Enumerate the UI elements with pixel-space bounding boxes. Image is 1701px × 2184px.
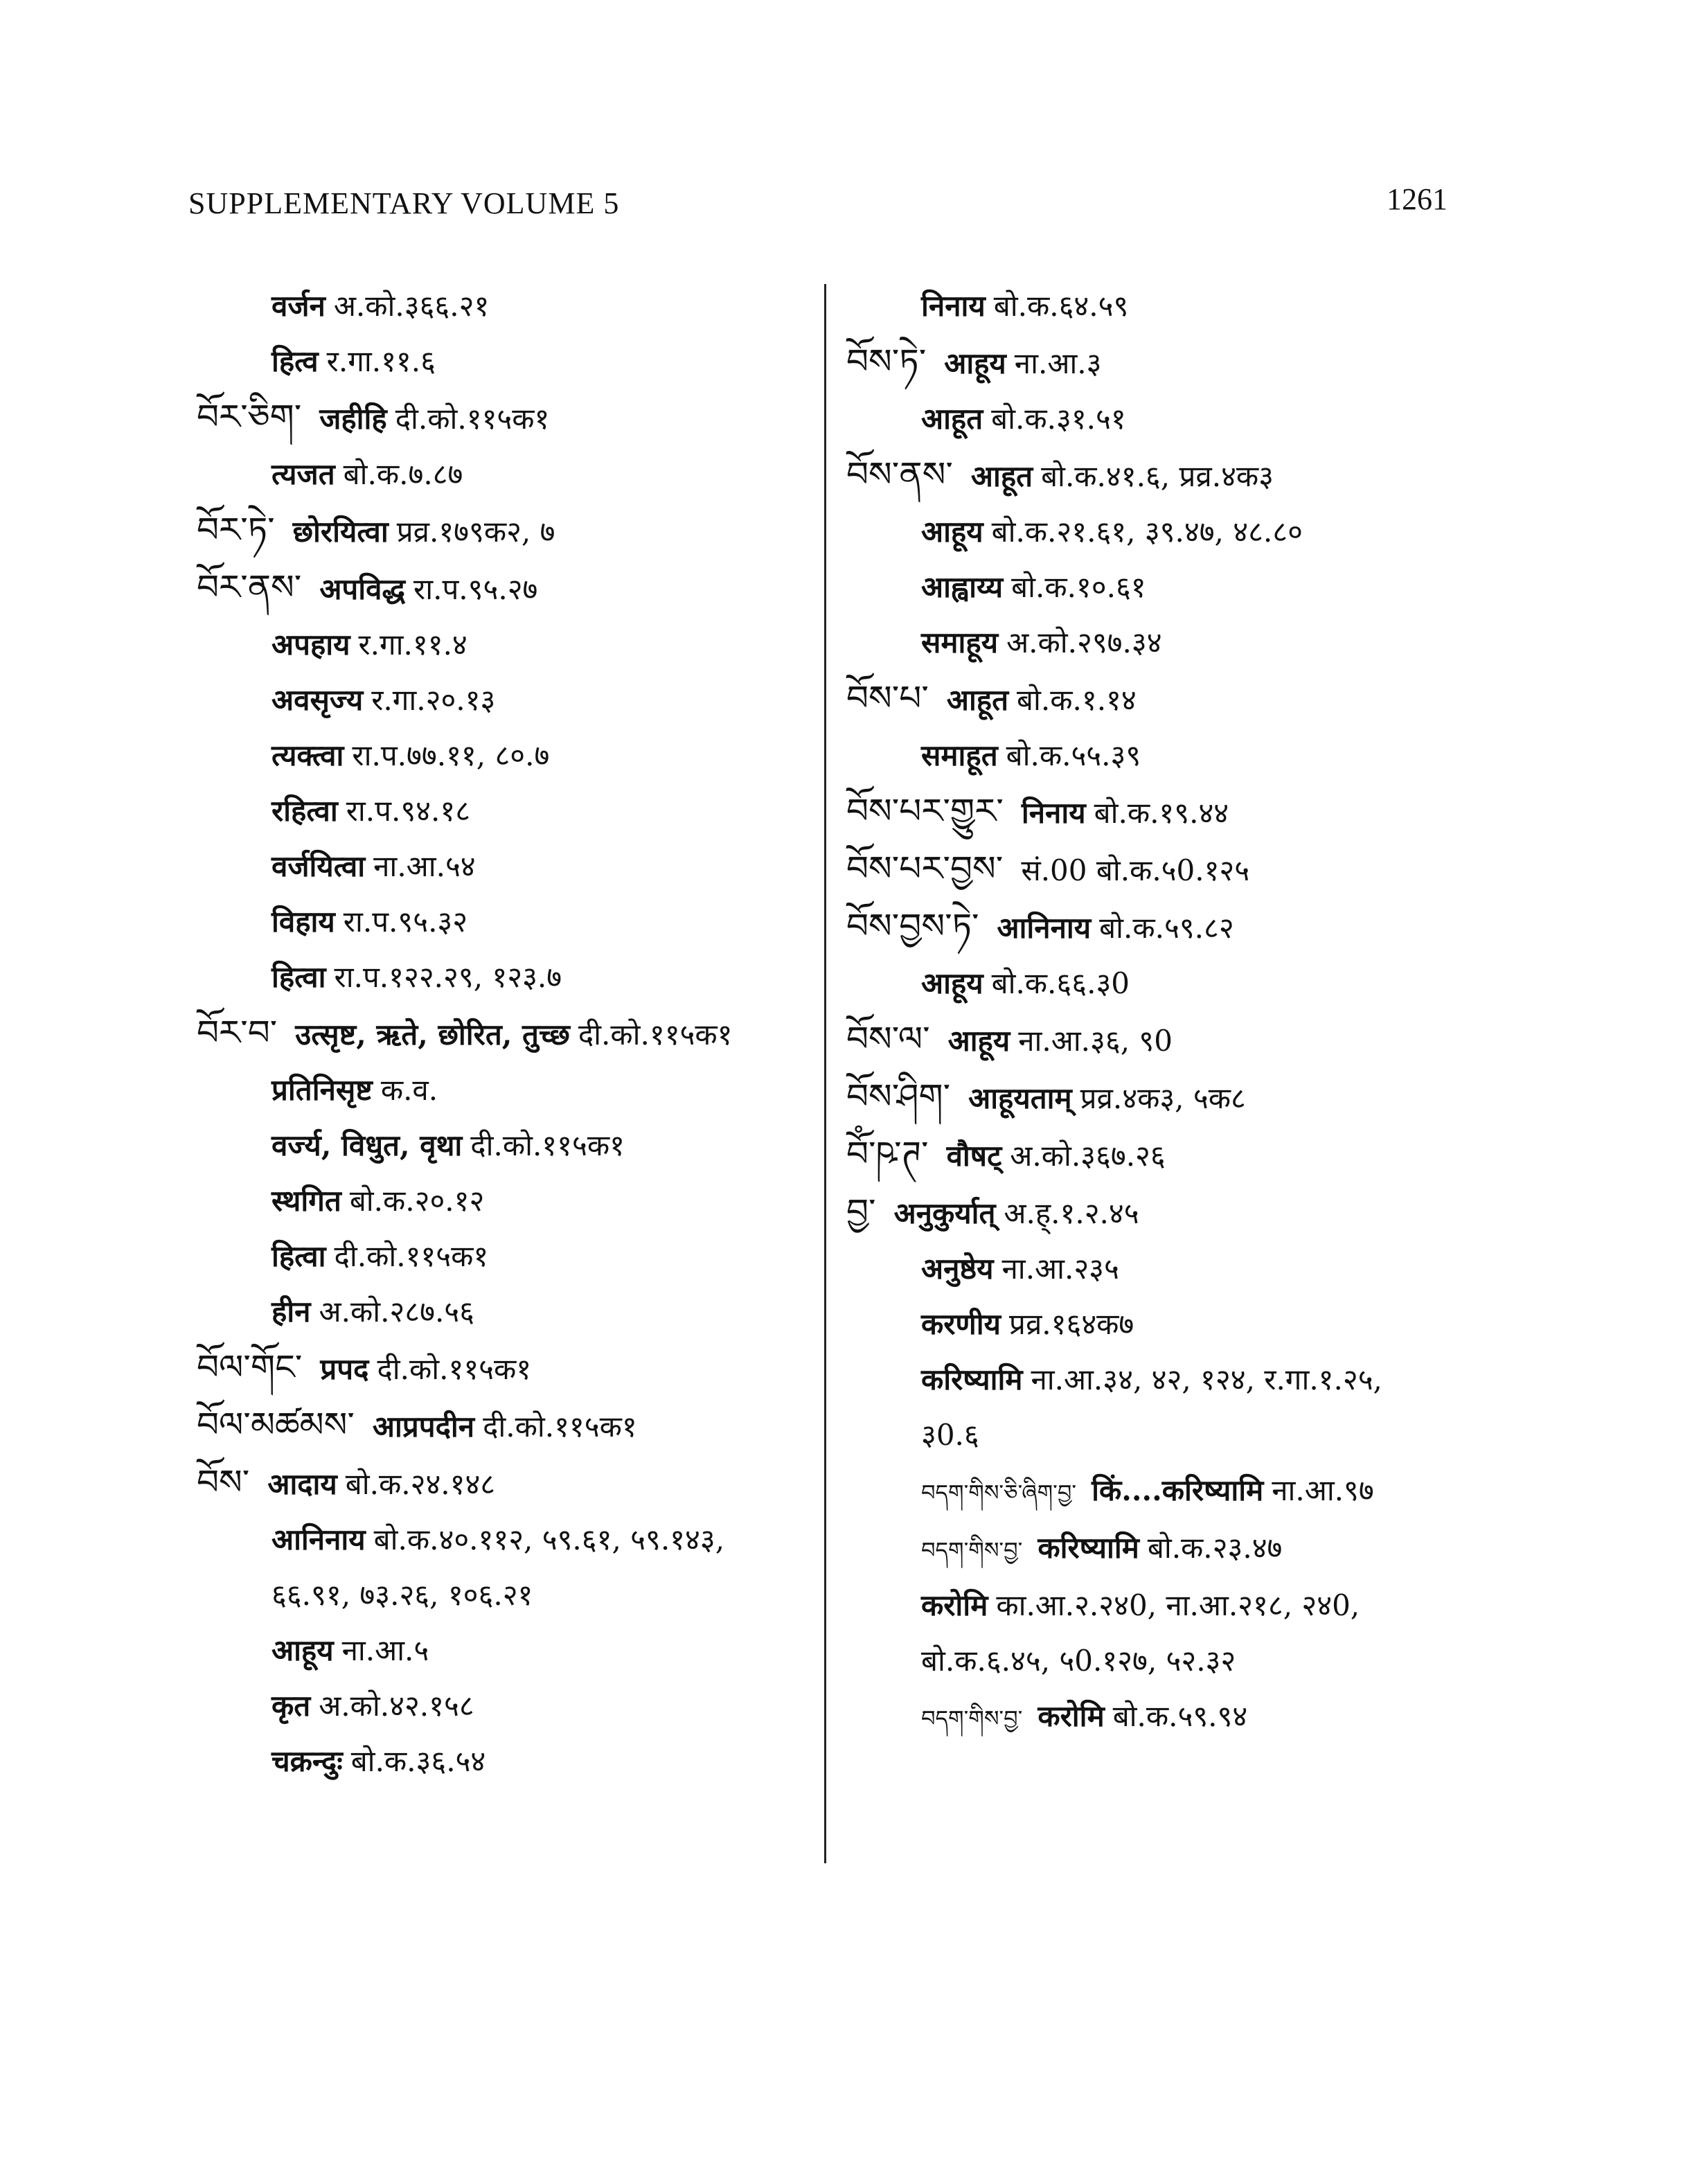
sanskrit-equivalent: त्यजत [271, 457, 335, 491]
sub-entry [846, 517, 1470, 547]
sanskrit-equivalent: अपहाय [271, 628, 350, 662]
source-reference: प्रव्र.१६४क७ [1009, 1307, 1134, 1341]
tibetan-headword: བོས་ནས་ [846, 454, 953, 495]
source-reference: दी.को.११५क१ [483, 1410, 637, 1444]
sanskrit-equivalent: करिष्यामि [921, 1362, 1023, 1396]
sub-entry [197, 630, 806, 660]
sub-entry [846, 1646, 1470, 1676]
sub-entry [846, 404, 1470, 434]
sanskrit-equivalent: आहूयताम् [968, 1081, 1072, 1115]
sub-entry [846, 1533, 1470, 1565]
source-reference: ना.आ.२३५ [1001, 1252, 1119, 1286]
sub-entry [197, 1130, 806, 1161]
sub-entry [846, 968, 1470, 999]
headword-entry [846, 1134, 1470, 1174]
sanskrit-equivalent: आहूत [921, 402, 983, 436]
sanskrit-equivalent: प्रतिनिसृष्ट [271, 1073, 373, 1107]
sub-entry [846, 1475, 1470, 1508]
headword-entry [846, 678, 1470, 718]
sanskrit-equivalent: आनिनाय [271, 1522, 366, 1556]
headword-entry [846, 454, 1470, 495]
source-reference: बो.क.२३.४७ [1147, 1531, 1283, 1565]
sanskrit-equivalent: करोमि [1037, 1699, 1105, 1733]
source-reference: बो.क.५९.८२ [1099, 911, 1234, 945]
source-reference: अ.को.२९७.३४ [1006, 625, 1162, 659]
source-reference: बो.क.४०.११२, ५९.६१, ५९.१४३, [373, 1522, 725, 1556]
sanskrit-equivalent: रहित्वा [271, 794, 338, 828]
headword-entry [846, 849, 1470, 889]
source-reference: बो.क.६६.३0 [991, 966, 1130, 1000]
headword-entry [197, 567, 806, 607]
source-reference: बो.क.१०.६१ [1011, 570, 1146, 604]
sanskrit-equivalent: वर्जयित्वा [271, 849, 366, 883]
tibetan-headword: བྱ་ [846, 1191, 876, 1232]
sub-entry [846, 625, 1470, 659]
source-reference: दी.को.११५क१ [377, 1352, 532, 1386]
source-reference: का.आ.२.२४0, ना.आ.२१८, २४0, [996, 1588, 1360, 1622]
source-reference: दी.को.११५क१ [470, 1128, 625, 1162]
source-reference: बो.क.५९.९४ [1112, 1699, 1248, 1733]
source-reference: ना.आ.३६, ९0 [1018, 1024, 1173, 1058]
sub-entry [197, 907, 806, 937]
source-reference: बो.क.२०.१२ [349, 1184, 485, 1218]
headword-entry [846, 1191, 1470, 1232]
source-reference: बो.क.१९.४४ [1094, 796, 1229, 830]
tibetan-headword: བོར་ཅིག་ [197, 397, 302, 437]
headword-entry [846, 1019, 1470, 1059]
column-divider [824, 284, 826, 1863]
tibetan-headword: བོལ་གོང་ [197, 1347, 303, 1387]
sanskrit-equivalent: अनुष्ठेय [921, 1252, 994, 1286]
headword-entry [197, 397, 806, 437]
source-reference: प्रव्र.१७९क२, ७ [396, 515, 555, 549]
sanskrit-equivalent: आहूय [921, 966, 983, 1000]
sanskrit-equivalent: उत्सृष्ट, ऋते, छोरित, तुच्छ [295, 1018, 570, 1051]
sub-entry [197, 685, 806, 716]
source-reference: अ.को.३६७.२६ [1010, 1139, 1166, 1173]
source-reference: बो.क.३१.५१ [991, 402, 1126, 436]
sub-entry [197, 796, 806, 826]
sanskrit-equivalent: विहाय [271, 905, 335, 939]
sub-entry [197, 1746, 806, 1777]
headword-entry [197, 1462, 806, 1502]
headword-entry [197, 1013, 806, 1053]
sub-entry [197, 740, 806, 771]
source-reference: अ.को.२८७.५६ [319, 1295, 474, 1329]
source-reference: र.गा.११.४ [358, 628, 467, 662]
sanskrit-equivalent: चक्रन्दुः [271, 1744, 343, 1778]
tibetan-headword: བོས་ལ་ [846, 1019, 930, 1059]
source-reference: ना.आ.३ [1014, 346, 1102, 380]
sanskrit-equivalent: आदाय [267, 1467, 337, 1501]
source-reference: सं.00 बो.क.५0.१२५ [1021, 853, 1250, 887]
tibetan-phrase: བདག་གིས་བྱ་ [921, 1537, 1023, 1563]
source-reference: बो.क.२१.६१, ३९.४७, ४८.८० [991, 515, 1303, 549]
source-reference: ना.आ.५४ [373, 849, 476, 883]
sub-entry [846, 291, 1470, 321]
sanskrit-equivalent: अवसृज्य [271, 683, 364, 717]
source-reference: दी.को.११५क१ [578, 1018, 733, 1051]
sub-entry [846, 1701, 1470, 1734]
sanskrit-equivalent: समाहूय [921, 625, 999, 659]
left-column [197, 291, 806, 1802]
source-reference: ना.आ.३४, ४२, १२४, र.गा.१.२५, [1031, 1362, 1382, 1396]
sub-entry [846, 1590, 1470, 1621]
sanskrit-equivalent: आप्रपदीन [372, 1410, 475, 1444]
sub-entry [197, 962, 806, 993]
sub-entry [846, 572, 1470, 603]
sub-entry [197, 1297, 806, 1327]
source-reference: बो.क.२४.१४८ [345, 1467, 496, 1501]
sanskrit-equivalent: वर्ज्य, विधुत, वृथा [271, 1128, 463, 1162]
tibetan-phrase: བདག་གིས་ཅི་ཞིག་བྱ་ [921, 1480, 1077, 1506]
sub-entry [197, 1241, 806, 1272]
sanskrit-equivalent: त्यक्त्वा [271, 738, 344, 772]
source-reference: अ.को.४२.१५८ [319, 1689, 474, 1723]
source-reference: बो.क.६४.५९ [993, 289, 1129, 323]
source-reference: दी.को.११५क१ [395, 402, 550, 436]
tibetan-headword: བོས་ [197, 1462, 250, 1502]
sub-entry [846, 1309, 1470, 1340]
sanskrit-equivalent: स्थगित [271, 1184, 341, 1218]
sanskrit-equivalent: छोरयित्वा [292, 515, 389, 549]
sanskrit-equivalent: करणीय [921, 1307, 1001, 1341]
sub-entry [197, 1691, 806, 1721]
sanskrit-equivalent: वौषट् [946, 1139, 1002, 1173]
sanskrit-equivalent: आहूत [946, 683, 1009, 717]
sanskrit-equivalent: हित्वा [271, 960, 326, 994]
sanskrit-equivalent: करिष्यामि [1037, 1531, 1139, 1565]
sub-entry [846, 1254, 1470, 1284]
source-reference: र.गा.११.६ [326, 344, 436, 378]
sanskrit-equivalent: किं....करिष्यामि [1092, 1473, 1264, 1507]
source-reference: ६६.९१, ७३.२६, १०६.२१ [271, 1578, 533, 1612]
tibetan-headword: བོར་ཏེ་ [197, 510, 275, 550]
source-reference: रा.प.९५.३२ [343, 905, 468, 939]
source-reference: र.गा.२०.१३ [371, 683, 496, 717]
sanskrit-equivalent: निनाय [1021, 796, 1086, 830]
source-reference: बो.क.५५.३९ [1006, 738, 1141, 772]
headword-entry [197, 510, 806, 550]
page-number: 1261 [1387, 182, 1448, 216]
sanskrit-equivalent: समाहूत [921, 738, 998, 772]
sanskrit-equivalent: कृत [271, 1689, 311, 1723]
source-reference: बो.क.१.१४ [1017, 683, 1137, 717]
sanskrit-equivalent: प्रपद [320, 1352, 369, 1386]
source-reference: दी.को.११५क१ [334, 1239, 489, 1273]
sub-entry [197, 1580, 806, 1610]
running-head: SUPPLEMENTARY VOLUME 5 [188, 186, 620, 220]
tibetan-headword: བོལ་མཚམས་ [197, 1405, 355, 1445]
headword-entry [846, 791, 1470, 831]
sub-entry [846, 1362, 1470, 1396]
source-reference: रा.प.७७.११, ८०.७ [352, 738, 550, 772]
tibetan-headword: བོས་ཏེ་ [846, 341, 927, 382]
sanskrit-equivalent: जहीहि [319, 402, 387, 436]
sanskrit-equivalent: अनुकुर्यात् [893, 1196, 996, 1230]
tibetan-headword: བོས་པར་གྱུར་ [846, 791, 1004, 831]
sub-entry [197, 459, 806, 490]
source-reference: रा.प.९४.१८ [346, 794, 471, 828]
tibetan-headword: བོས་བྱས་ཏེ་ [846, 906, 979, 946]
source-reference: बो.क.३६.५४ [350, 1744, 486, 1778]
sanskrit-equivalent: आहूय [944, 346, 1006, 380]
headword-entry [197, 1405, 806, 1445]
source-reference: बो.क.६.४५, ५0.१२७, ५२.३२ [921, 1644, 1236, 1678]
tibetan-headword: བོཾ་ཥ་ཊ་ [846, 1134, 929, 1174]
source-reference: ३0.६ [921, 1418, 979, 1452]
source-reference: ना.आ.९७ [1272, 1473, 1374, 1507]
right-column [846, 291, 1470, 1759]
source-reference: ना.आ.५ [341, 1633, 429, 1667]
sanskrit-equivalent: हित्वा [271, 1239, 326, 1273]
sub-entry [197, 851, 806, 882]
sanskrit-equivalent: हित्व [271, 344, 319, 378]
sanskrit-equivalent: वर्जन [271, 289, 326, 323]
sub-entry [846, 1420, 1470, 1450]
sub-entry [197, 1635, 806, 1666]
tibetan-headword: བོར་ནས་ [197, 567, 302, 607]
sanskrit-equivalent: हीन [271, 1295, 311, 1329]
sub-entry [197, 1075, 806, 1106]
source-reference: रा.प.९५.२७ [413, 572, 538, 606]
sub-entry [197, 346, 806, 377]
sub-entry [197, 291, 806, 321]
sanskrit-equivalent: अपविद्ध [319, 572, 406, 606]
tibetan-headword: བོས་པར་བྱས་ [846, 849, 1004, 889]
sub-entry [846, 740, 1470, 771]
sub-entry [197, 1186, 806, 1216]
sub-entry [197, 1522, 806, 1556]
source-reference: क.व. [380, 1073, 438, 1107]
sanskrit-equivalent: आहूय [947, 1024, 1010, 1058]
sanskrit-equivalent: करोमि [921, 1588, 988, 1622]
sanskrit-equivalent: निनाय [921, 289, 986, 323]
sanskrit-equivalent: आनिनाय [997, 911, 1092, 945]
headword-entry [197, 1347, 806, 1387]
source-reference: अ.को.३६६.२१ [333, 289, 490, 323]
sanskrit-equivalent: आहूय [921, 515, 983, 549]
tibetan-phrase: བདག་གིས་བྱ་ [921, 1705, 1023, 1732]
sanskrit-equivalent: आह्वाय्य [921, 570, 1004, 604]
tibetan-headword: བོས་པ་ [846, 678, 929, 718]
source-reference: प्रव्र.४क३, ५क८ [1080, 1081, 1246, 1115]
source-reference: रा.प.१२२.२९, १२३.७ [334, 960, 562, 994]
source-reference: बो.क.७.८७ [343, 457, 463, 491]
tibetan-headword: བོས་ཤིག་ [846, 1076, 951, 1117]
tibetan-headword: བོར་བ་ [197, 1013, 278, 1053]
headword-entry [846, 906, 1470, 946]
sanskrit-equivalent: आहूत [970, 459, 1033, 493]
headword-entry [846, 341, 1470, 382]
source-reference: बो.क.४१.६, प्रव्र.४क३ [1041, 459, 1274, 493]
source-reference: अ.ह्.१.२.४५ [1004, 1196, 1139, 1230]
headword-entry [846, 1076, 1470, 1117]
sanskrit-equivalent: आहूय [271, 1633, 334, 1667]
